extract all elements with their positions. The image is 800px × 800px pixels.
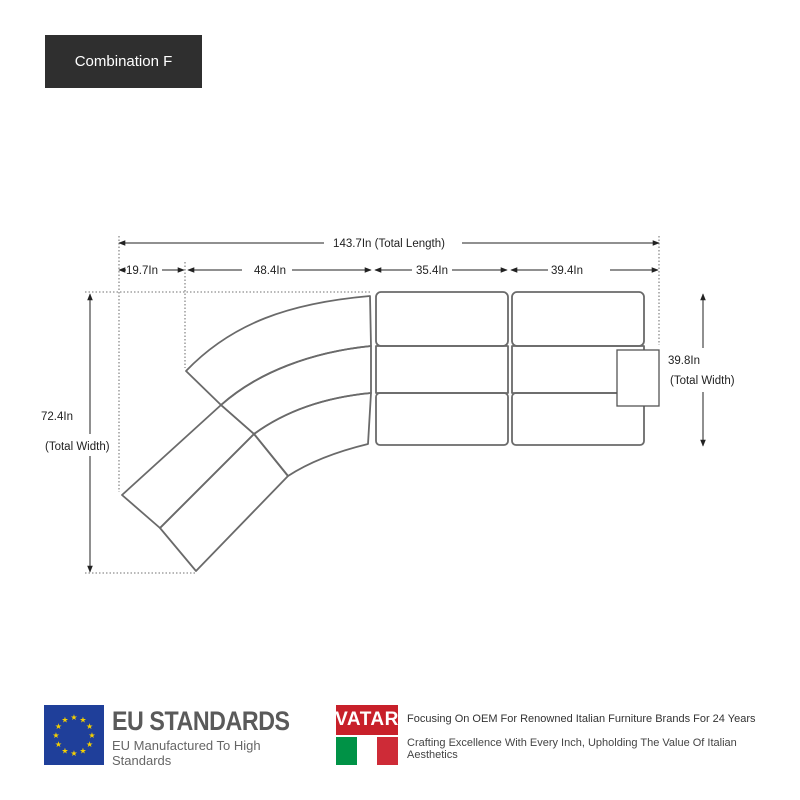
extension-lines: [85, 236, 659, 573]
curved-middle-section: [221, 346, 371, 434]
straight-back-2: [512, 292, 644, 346]
chaise-back-section: [122, 405, 254, 528]
eu-star-icon: ★: [70, 713, 78, 722]
curved-seat-section: [254, 393, 371, 476]
eu-star-icon: ★: [61, 715, 69, 725]
right-width-value: 39.8In: [668, 355, 700, 367]
footer: [0, 700, 800, 770]
segment-c-label: 35.4In: [416, 265, 448, 277]
sofa-outline: [122, 292, 644, 571]
italy-flag-icon: [336, 737, 398, 765]
total-length-dimension: [119, 238, 659, 250]
segment-a-label: 19.7In: [126, 265, 158, 277]
eu-star-icon: ★: [86, 722, 94, 731]
straight-back-1: [376, 292, 508, 346]
side-table: [617, 350, 659, 406]
total-length-label: 143.7In (Total Length): [333, 238, 445, 250]
eu-standards-subtitle: EU Manufactured To High Standards: [112, 738, 261, 768]
eu-star-icon: ★: [52, 731, 60, 740]
eu-star-icon: ★: [70, 749, 78, 758]
right-width-dimension: [664, 294, 744, 446]
combination-title: Combination F: [45, 35, 202, 88]
eu-standards-title: EU STANDARDS: [112, 706, 290, 736]
right-width-label: (Total Width): [670, 375, 735, 387]
left-width-value: 72.4In: [41, 411, 73, 423]
tagline-craft: Crafting Excellence With Every Inch, Upholding The Value Of Italian Aesthetics: [407, 737, 737, 761]
eu-flag-icon: [44, 705, 104, 765]
tagline-oem: Focusing On OEM For Renowned Italian Furniture Brands For 24 Years: [407, 713, 756, 725]
eu-star-icon: ★: [79, 746, 87, 756]
eu-star-icon: ★: [86, 740, 94, 749]
straight-middle-1: [376, 346, 508, 393]
left-width-label: (Total Width): [45, 441, 110, 453]
segment-d-label: 39.4In: [551, 265, 583, 277]
eu-star-icon: ★: [54, 722, 62, 731]
eu-star-icon: ★: [61, 746, 69, 756]
eu-star-icon: ★: [88, 731, 96, 740]
chaise-seat-section: [160, 434, 288, 571]
straight-seat-1: [376, 393, 508, 445]
eu-star-icon: ★: [54, 740, 62, 749]
left-width-dimension: [38, 294, 118, 572]
vatar-logo: VATAR: [336, 705, 398, 735]
segment-b-label: 48.4In: [254, 265, 286, 277]
eu-star-icon: ★: [79, 715, 87, 725]
